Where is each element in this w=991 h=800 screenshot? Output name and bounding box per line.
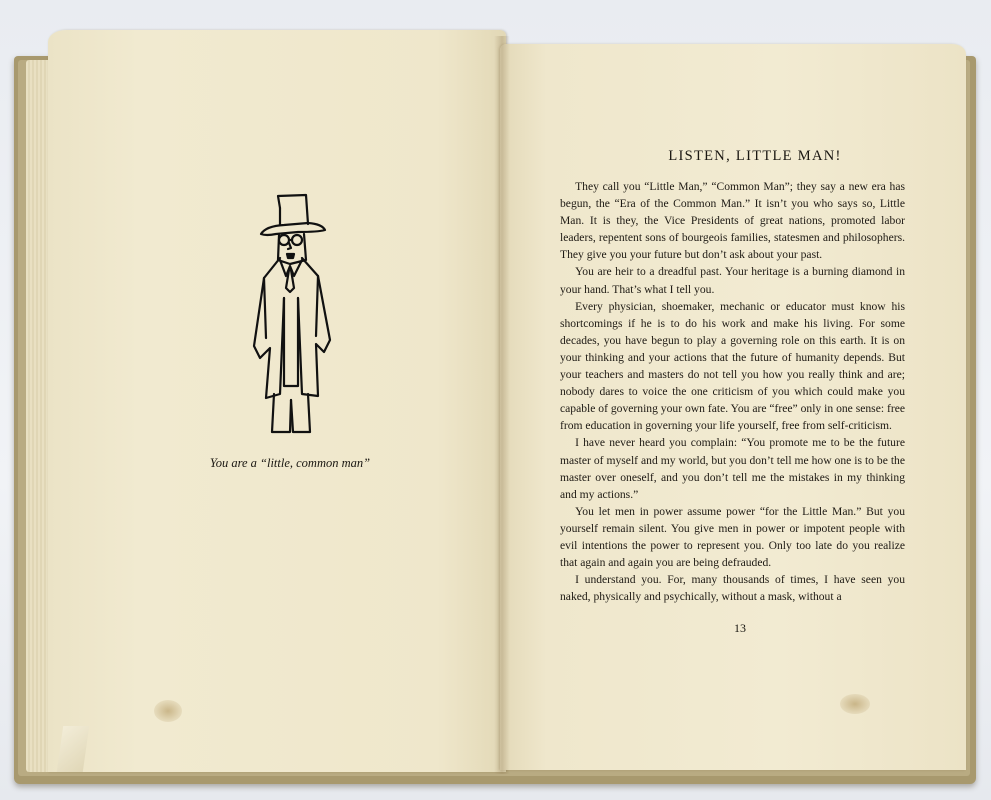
paragraph: You let men in power assume power “for the Little Man.” But you yourself remain silent. You give men in power or impotent people with evil intentions the power to represent you. Only too late do you realize that again and again you are being defrauded. [560,504,905,570]
hat-icon [278,195,308,224]
paragraph: I understand you. For, many thousands of times, I have seen you naked, physically and psychically, without a mask, without a [560,573,905,604]
body-text [560,178,905,605]
stain-right [840,694,870,714]
book-gutter [494,36,510,774]
paragraph: You are heir to a dreadful past. Your heritage is a burning diamond in your hand. That’s what I tell you. [560,265,905,296]
paragraph: Every physician, shoemaker, mechanic or educator must know his shortcomings if he is to do his work and make his living. For some decades, you have begun to play a governing role on this earth. It is on your thinking and your actions that the future of humanity depends. But your teachers and masters do not tell you how you really think and are; nobody dares to voice the one criticism of you which could make you capable of governing your own fate. You are “free” only in one sense: free from education in governing your life yourself, free from self-criticism. [560,299,905,433]
little-man-illustration [236,188,346,438]
page-number: 13 [734,621,746,635]
paragraph: They call you “Little Man,” “Common Man”; they say a new era has begun, the “Era of the Common Man.” It isn’t you who says so, Little Man. It is they, the Vice Presidents of great nations, promoted labor leaders, repentent sons of bourgeois families, statesmen and philosophers. They give you your future but don’t ask about your past. [560,180,905,262]
illustration-caption: You are a “little, common man” [209,456,371,470]
stain-left [154,700,182,722]
paragraph: I have never heard you complain: “You promote me to be the future master of myself and my world, but you don’t tell me how one is to be the master over oneself, and you don’t tell me the mistakes in my thinking and my actions.” [560,436,905,501]
chapter-title: LISTEN, LITTLE MAN! [668,148,842,164]
